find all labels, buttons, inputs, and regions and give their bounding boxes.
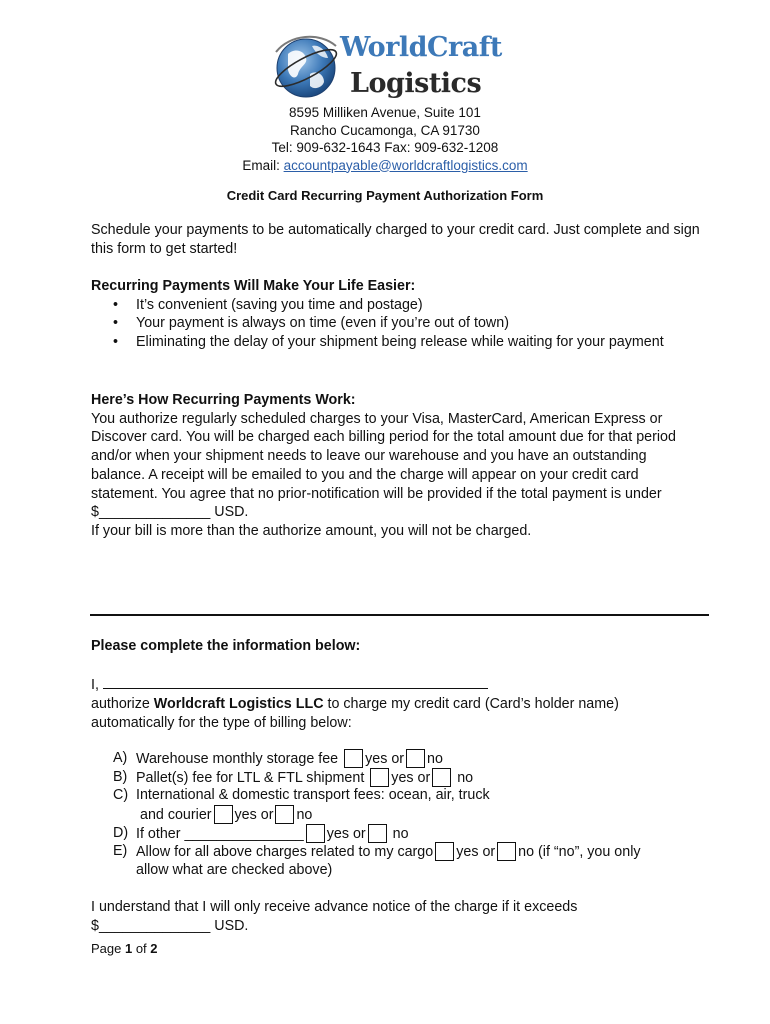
- option-c: [91, 786, 701, 805]
- option-d-no-checkbox[interactable]: [368, 824, 387, 843]
- option-c-text: International & domestic transport fees: ocean, air, truck: [136, 787, 490, 804]
- option-c-row: [140, 805, 312, 825]
- page-of-label: of: [132, 941, 151, 956]
- benefits-heading: Recurring Payments Will Make Your Life Easier:: [91, 278, 416, 294]
- option-d-yes-checkbox[interactable]: [306, 824, 325, 843]
- option-e-yes-checkbox[interactable]: [435, 842, 454, 861]
- yes-label: yes or: [456, 844, 496, 861]
- option-e-no-checkbox[interactable]: [497, 842, 516, 861]
- option-letter: C): [113, 787, 129, 804]
- option-d-row: [136, 824, 409, 844]
- yes-label: yes or: [365, 751, 405, 767]
- benefits-section: [91, 277, 701, 352]
- page-number: [91, 941, 158, 956]
- how-note: If your bill is more than the authorize amount, you will not be charged.: [91, 522, 532, 539]
- i-label: I,: [91, 677, 99, 694]
- no-label: no: [392, 825, 409, 842]
- company-address-block: [0, 104, 770, 174]
- page-label: Page: [91, 941, 125, 956]
- authorize-text-post: to charge my credit card (Card’s holder name): [323, 696, 619, 713]
- option-e-text: Allow for all above charges related to my cargo: [136, 844, 434, 861]
- how-heading: Here’s How Recurring Payments Work:: [91, 392, 356, 408]
- advance-line-2: $______________ USD.: [91, 917, 249, 934]
- option-b: [91, 768, 701, 787]
- authorize-line-2: automatically for the type of billing below:: [91, 714, 352, 731]
- section-divider: [90, 614, 709, 616]
- option-c-no-checkbox[interactable]: [275, 805, 294, 824]
- globe-icon: [270, 30, 342, 102]
- logo-text-worldcraft: WorldCraft: [340, 32, 502, 63]
- authorize-text: authorize: [91, 696, 154, 713]
- how-it-works-section: [91, 391, 703, 541]
- form-title: Credit Card Recurring Payment Authorization Form: [226, 188, 544, 203]
- option-b-row: [136, 768, 473, 788]
- option-b-text: Pallet(s) fee for LTL & FTL shipment: [136, 769, 365, 786]
- option-a-row: [136, 749, 443, 769]
- authorize-line: [91, 695, 701, 714]
- benefit-item: • It’s convenient (saving you time and postage): [91, 296, 701, 315]
- advance-notice: [91, 898, 701, 935]
- cardholder-name-field[interactable]: [103, 674, 488, 689]
- email-label: Email:: [242, 157, 284, 173]
- option-a-no-checkbox[interactable]: [406, 749, 425, 768]
- option-b-yes-checkbox[interactable]: [370, 768, 389, 787]
- billing-options: [91, 749, 701, 880]
- cardholder-line: [91, 674, 701, 695]
- option-letter: A): [113, 750, 128, 766]
- option-c-yes-checkbox[interactable]: [214, 805, 233, 824]
- option-letter: B): [113, 768, 128, 785]
- yes-label: yes or: [391, 769, 431, 786]
- address-line-2: Rancho Cucamonga, CA 91730: [290, 122, 480, 138]
- phone-fax-line: Tel: 909-632-1643 Fax: 909-632-1208: [271, 140, 499, 155]
- option-c-text-2: and courier: [140, 807, 212, 824]
- option-letter: E): [113, 843, 128, 860]
- email-line: [0, 157, 770, 175]
- page-current: 1: [124, 941, 133, 956]
- option-e-text-2: allow what are checked above): [136, 862, 333, 879]
- no-label: no: [457, 769, 474, 786]
- yes-label: yes or: [326, 825, 366, 842]
- option-c-continued: [91, 805, 701, 824]
- benefits-list: [91, 296, 701, 352]
- complete-heading: Please complete the information below:: [91, 638, 361, 654]
- complete-info-section: [91, 637, 701, 733]
- no-label: no: [296, 807, 313, 824]
- option-letter: D): [113, 824, 129, 841]
- how-paragraph: You authorize regularly scheduled charges to your Visa, MasterCard, American Express or Discover card. You will be charged each billing period for the total amount due for that period and/or when your shipment needs to leave our warehouse and you have an outstanding balance. A receipt will be emailed to you and the charge will appear on your credit card statement. You agree that no prior-notification will be provided if the total payment is under $______________ USD.: [91, 410, 676, 521]
- advance-line-1: I understand that I will only receive advance notice of the charge if it exceeds: [91, 899, 578, 915]
- option-d: [91, 824, 701, 843]
- company-name: Worldcraft Logistics LLC: [153, 696, 324, 713]
- page-total: 2: [150, 941, 158, 956]
- email-link[interactable]: accountpayable@worldcraftlogistics.com: [283, 157, 528, 173]
- option-d-text: If other _______________: [136, 825, 304, 842]
- benefit-item: • Eliminating the delay of your shipment being release while waiting for your payment: [91, 333, 701, 352]
- yes-label: yes or: [234, 807, 274, 824]
- company-logo: [270, 30, 510, 110]
- option-e-row: [136, 842, 641, 862]
- address-line-1: 8595 Milliken Avenue, Suite 101: [289, 105, 481, 120]
- no-label: no: [427, 751, 443, 767]
- option-e-no-label: no (if “no”, you only: [518, 844, 641, 861]
- option-b-no-checkbox[interactable]: [432, 768, 451, 787]
- benefit-item: • Your payment is always on time (even if you’re out of town): [91, 314, 701, 333]
- intro-paragraph: Schedule your payments to be automatically charged to your credit card. Just complete and sign this form to get started!: [91, 222, 700, 257]
- option-a-yes-checkbox[interactable]: [344, 749, 363, 768]
- option-e: [91, 842, 701, 861]
- option-a: [91, 749, 701, 768]
- option-a-text: Warehouse monthly storage fee: [136, 751, 339, 767]
- option-e-continued: [91, 861, 701, 880]
- logo-text-logistics: Logistics: [350, 68, 482, 99]
